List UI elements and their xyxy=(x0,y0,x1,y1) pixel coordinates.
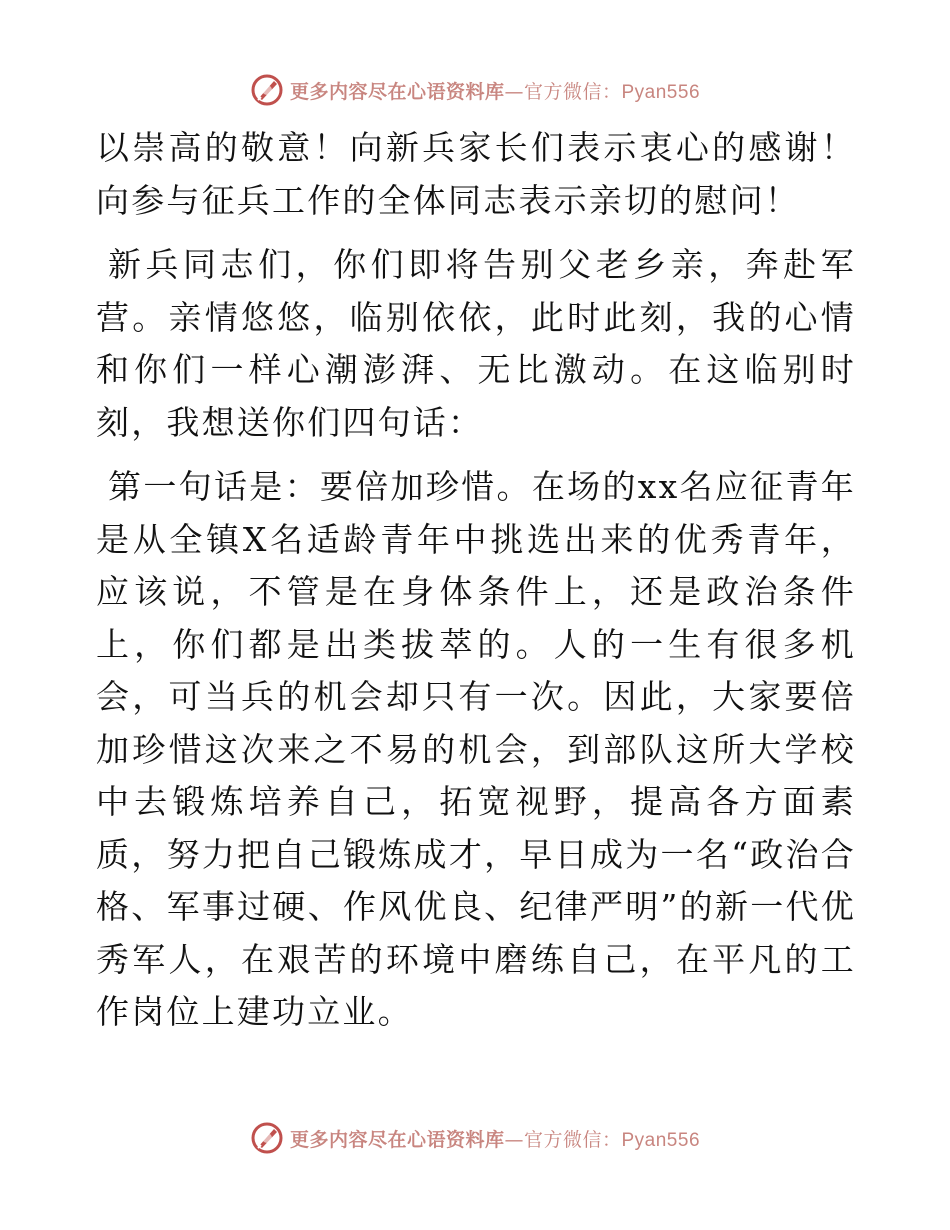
header-watermark xyxy=(0,70,950,110)
watermark-official-label: 官方微信： xyxy=(523,80,622,103)
watermark-wechat-id: Pyan556 xyxy=(621,81,701,103)
quill-logo-icon xyxy=(250,73,284,107)
watermark-text xyxy=(290,77,700,104)
paragraph-2: 新兵同志们，你们即将告别父老乡亲，奔赴军营。亲情悠悠，临别依依，此时此刻，我的心情和你们一样心潮澎湃、无比激动。在这临别时刻，我想送你们四句话： xyxy=(96,245,856,442)
watermark-brand: 更多内容尽在心语资料库 xyxy=(289,80,505,103)
quill-logo-icon xyxy=(250,1121,284,1155)
watermark-dash: — xyxy=(504,1128,524,1151)
watermark-dash: — xyxy=(504,80,524,103)
document-body xyxy=(96,122,856,1051)
watermark-text xyxy=(290,1125,700,1152)
watermark-official-label: 官方微信： xyxy=(523,1128,622,1151)
paragraph-1: 以崇高的敬意！向新兵家长们表示衷心的感谢！向参与征兵工作的全体同志表示亲切的慰问！ xyxy=(96,128,856,220)
watermark-wechat-id: Pyan556 xyxy=(621,1129,701,1151)
footer-watermark xyxy=(0,1118,950,1158)
paragraph-3: 第一句话是：要倍加珍惜。在场的xx名应征青年是从全镇X名适龄青年中挑选出来的优秀青年，应该说，不管是在身体条件上，还是政治条件上，你们都是出类拔萃的。人的一生有很多机会，可当兵的机会却只有一次。因此，大家要倍加珍惜这次来之不易的机会，到部队这所大学校中去锻炼培养自己，拓宽视野，提高各方面素质，努力把自己锻炼成才，早日成为一名“政治合格、军事过硬、作风优良、纪律严明”的新一代优秀军人，在艰苦的环境中磨练自己，在平凡的工作岗位上建功立业。 xyxy=(96,467,856,1031)
watermark-brand: 更多内容尽在心语资料库 xyxy=(289,1128,505,1151)
